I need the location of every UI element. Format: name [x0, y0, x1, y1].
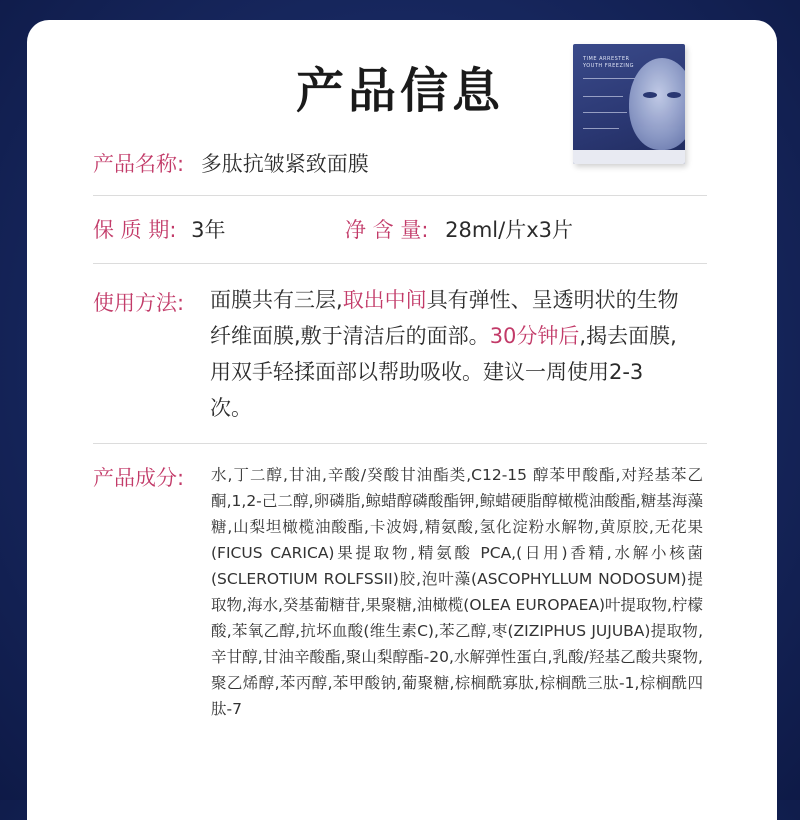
- mask-face-graphic: [629, 58, 685, 150]
- usage-highlight: 取出中间: [342, 288, 427, 312]
- usage-text: [210, 282, 680, 426]
- product-box-rule: [583, 128, 619, 129]
- ingredients-text: 水,丁二醇,甘油,辛酸/癸酸甘油酯类,C12-15 醇苯甲酸酯,对羟基苯乙酮,1,2-己二醇,卵磷脂,鲸蜡醇磷酸酯钾,鲸蜡硬脂醇橄榄油酸酯,糖基海藻糖,山梨坦橄榄油酸酯,卡波姆,精氨酸,氢化淀粉水解物,黄原胶,无花果(FICUS CARICA)果提取物,精氨酸 PCA,(日用)香精,水解小核菌(SCLEROTIUM ROLFSSII)胶,泡叶藻(ASCOPHYLLUM NODOSUM)提取物,海水,癸基葡糖苷,果聚糖,油橄榄(OLEA EUROPAEA)叶提取物,柠檬酸,苯氧乙醇,抗坏血酸(维生素C),苯乙醇,枣(ZIZIPHUS JUJUBA)提取物,辛甘醇,甘油辛酸酯,聚山梨醇酯-20,水解弹性蛋白,乳酸/羟基乙酸共聚物,聚乙烯醇,苯丙醇,苯甲酸钠,葡聚糖,棕榈酰寡肽,棕榈酰三肽-1,棕榈酰四肽-7: [211, 466, 703, 718]
- ingredients-label: 产品成分:: [93, 466, 185, 490]
- usage-text-part: 面膜共有三层,: [210, 288, 343, 312]
- divider: [93, 263, 707, 264]
- name-row: [93, 148, 369, 178]
- divider: [93, 443, 707, 444]
- name-value: 多肽抗皱紧致面膜: [200, 152, 369, 176]
- usage-text-part: ,揭去面膜,用双手轻揉面部以帮助吸收。建议一周使用2-3次。: [210, 324, 677, 420]
- page-title: 产品信息: [295, 63, 504, 119]
- ingredients-row-label: [93, 462, 184, 492]
- name-label: 产品名称:: [93, 152, 185, 176]
- usage-row-label: [93, 287, 184, 317]
- usage-text-part: 具有弹性、呈透明状的生物纤维面膜,敷于清洁后的面部。: [210, 288, 679, 348]
- shelf-life-label: 保 质 期:: [93, 218, 177, 242]
- net-content-value: 28ml/片x3片: [445, 218, 574, 242]
- product-box-brand: TIME ARRESTER YOUTH FREEZING: [583, 56, 634, 69]
- shelf-life-value: 3年: [191, 218, 226, 242]
- product-image: [573, 44, 685, 164]
- net-content-row: [345, 214, 573, 244]
- shelf-life-row: [93, 214, 226, 244]
- product-box-rule: [583, 96, 623, 97]
- net-content-label: 净 含 量:: [345, 218, 429, 242]
- divider: [93, 195, 707, 196]
- product-box-rule: [583, 112, 627, 113]
- product-box-rule: [583, 78, 635, 79]
- usage-label: 使用方法:: [93, 291, 185, 315]
- usage-highlight: 30分钟后: [489, 324, 580, 348]
- product-box-base: [573, 150, 685, 164]
